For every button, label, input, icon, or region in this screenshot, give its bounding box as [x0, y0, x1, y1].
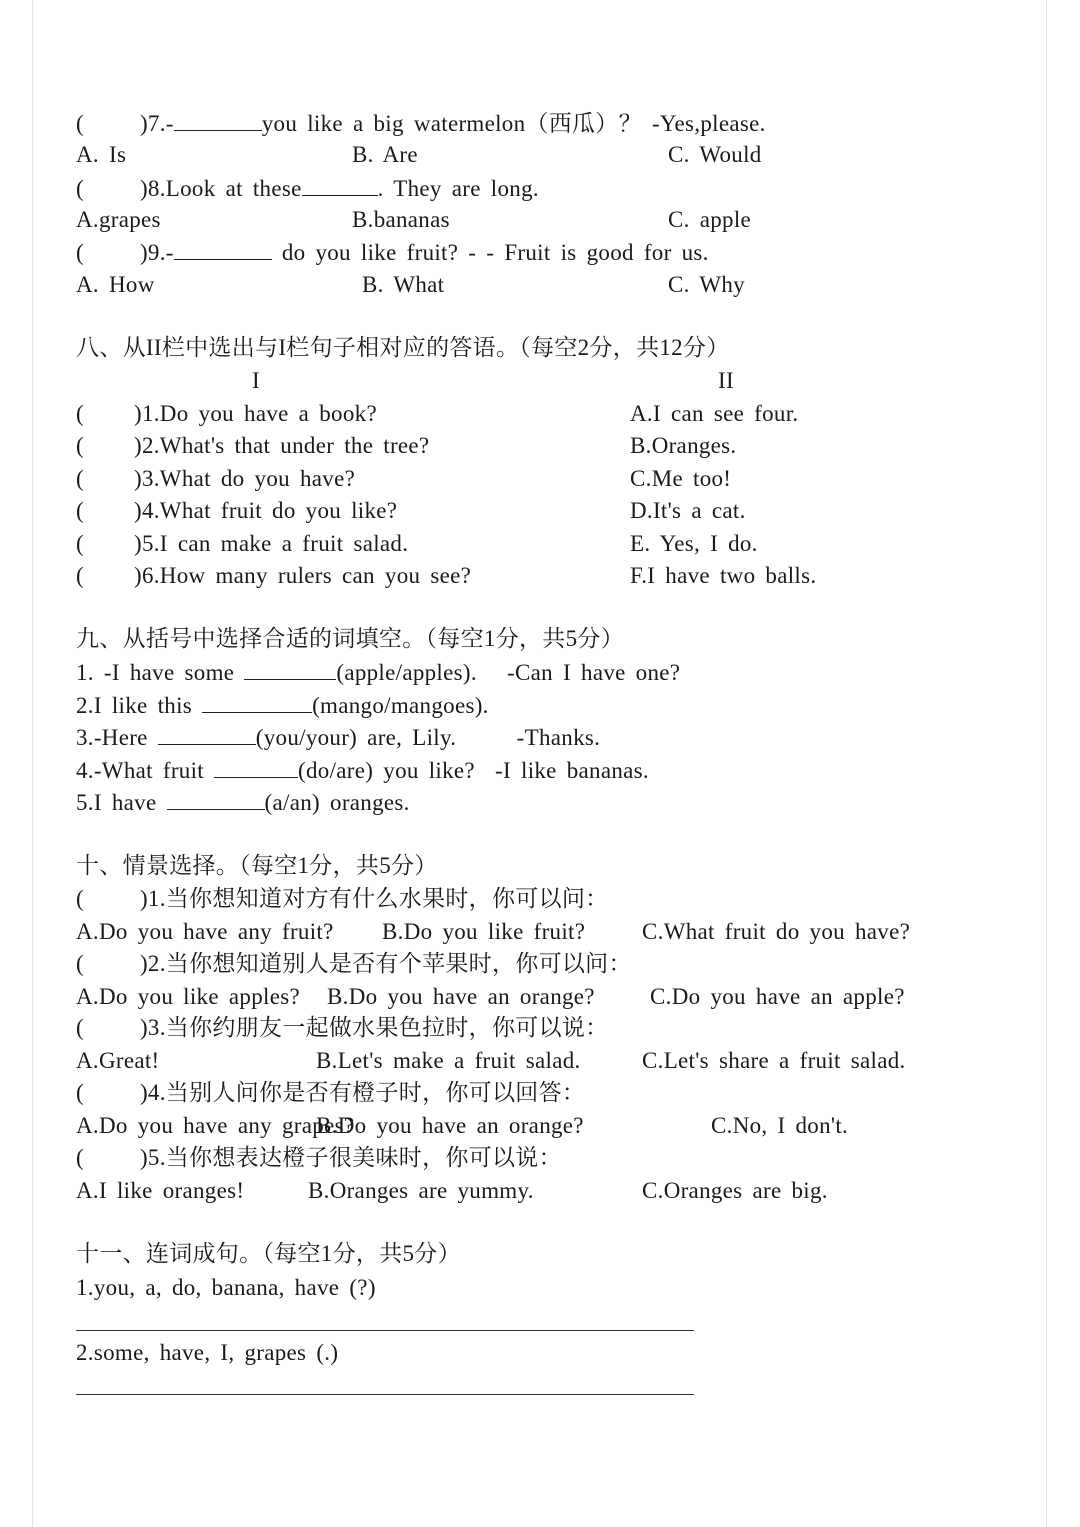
match-row — [76, 399, 856, 429]
answer-line-1[interactable] — [76, 1330, 694, 1331]
match-row — [76, 496, 856, 526]
answer-paren[interactable]: ( — [76, 1080, 84, 1105]
answer-paren[interactable]: ( — [76, 563, 84, 588]
option-c[interactable]: C. Why — [668, 272, 745, 297]
situation-question — [76, 1143, 562, 1173]
option-c[interactable]: C. apple — [668, 207, 752, 232]
section-11-title: 十一、连词成句。（每空1分，共5分） — [76, 1241, 461, 1266]
option-b[interactable]: B. What — [362, 272, 445, 297]
option-c[interactable]: C.Let's share a fruit salad. — [642, 1048, 906, 1073]
item-text: 3.-Here — [76, 725, 148, 750]
fill-blank[interactable] — [214, 755, 298, 778]
option-c[interactable]: C.What fruit do you have? — [642, 919, 911, 944]
answer-paren[interactable]: ( — [76, 433, 84, 458]
situation-question — [76, 884, 608, 914]
fill-blank[interactable] — [158, 722, 256, 745]
option-b[interactable]: B.bananas — [352, 207, 450, 232]
question-7 — [76, 108, 766, 138]
fill-blank[interactable] — [244, 657, 336, 680]
option-a[interactable]: A. Is — [76, 142, 127, 167]
answer-paren: ( — [76, 240, 84, 265]
fill-blank[interactable] — [167, 787, 265, 810]
item-text: (do/are) you like? — [298, 758, 475, 783]
situation-options — [76, 982, 956, 1012]
situation-options — [76, 917, 956, 947]
fill-item-2 — [76, 690, 489, 720]
match-row — [76, 464, 856, 494]
answer-line-2[interactable] — [76, 1394, 694, 1395]
situation-options — [76, 1046, 956, 1076]
option-c[interactable]: C.No, I don't. — [711, 1113, 849, 1138]
match-answer: B.Oranges. — [630, 433, 737, 458]
question-9-options — [76, 270, 836, 300]
option-a[interactable]: A.Do you like apples? — [76, 984, 300, 1009]
item-reply: -Thanks. — [516, 725, 601, 750]
question-7-options — [76, 140, 836, 170]
question-text: you like a big watermelon（西瓜）？ -Yes,please. — [261, 111, 766, 136]
option-a[interactable]: A. How — [76, 272, 155, 297]
option-c[interactable]: C.Do you have an apple? — [650, 984, 905, 1009]
item-text: 2.I like this — [76, 693, 193, 718]
answer-paren[interactable]: ( — [76, 1015, 84, 1040]
column-ii-header: II — [718, 368, 734, 393]
question-text: )9.- — [139, 240, 174, 265]
page-edge-left — [32, 0, 33, 1527]
question-text: )3.当你约朋友一起做水果色拉时，你可以说： — [139, 1015, 609, 1040]
situation-question — [76, 949, 632, 979]
answer-paren[interactable]: ( — [76, 466, 84, 491]
column-i-header: I — [252, 368, 260, 393]
answer-paren: ( — [76, 176, 84, 201]
match-answer: E. Yes, I do. — [630, 531, 758, 556]
fill-item-1 — [76, 657, 680, 687]
item-text: (apple/apples). — [336, 660, 477, 685]
answer-paren: ( — [76, 111, 84, 136]
match-question: )5.I can make a fruit salad. — [134, 531, 409, 556]
question-text: )1.当你想知道对方有什么水果时，你可以问： — [139, 886, 609, 911]
situation-options — [76, 1111, 956, 1141]
fill-blank[interactable] — [174, 108, 262, 131]
match-question: )3.What do you have? — [134, 466, 356, 491]
option-a[interactable]: A.grapes — [76, 207, 161, 232]
reorder-item-1: 1.you, a, do, banana, have (?) — [76, 1275, 376, 1300]
fill-blank[interactable] — [202, 690, 312, 713]
option-b[interactable]: B. Are — [352, 142, 418, 167]
question-8 — [76, 173, 539, 203]
question-text: )4.当别人问你是否有橙子时，你可以回答： — [139, 1080, 586, 1105]
option-b[interactable]: B.Do you have an orange? — [316, 1113, 584, 1138]
item-text: 4.-What fruit — [76, 758, 204, 783]
page-edge-right — [1046, 0, 1047, 1527]
fill-blank[interactable] — [174, 237, 272, 260]
option-c[interactable]: C. Would — [668, 142, 762, 167]
item-text: (a/an) oranges. — [264, 790, 410, 815]
item-reply: -Can I have one? — [507, 660, 681, 685]
situation-question — [76, 1013, 608, 1043]
match-answer: F.I have two balls. — [630, 563, 817, 588]
section-8-title: 八、从II栏中选出与I栏句子相对应的答语。（每空2分，共12分） — [76, 335, 730, 360]
match-answer: C.Me too! — [630, 466, 732, 491]
match-row — [76, 431, 856, 461]
option-b[interactable]: B.Do you like fruit? — [382, 919, 586, 944]
match-question: )4.What fruit do you like? — [134, 498, 398, 523]
fill-item-4 — [76, 755, 649, 785]
answer-paren[interactable]: ( — [76, 886, 84, 911]
answer-paren[interactable]: ( — [76, 498, 84, 523]
question-text: )5.当你想表达橙子很美味时，你可以说： — [139, 1145, 562, 1170]
match-question: )2.What's that under the tree? — [134, 433, 430, 458]
question-text: do you like fruit? - - Fruit is good for us. — [281, 240, 709, 265]
question-text: )8.Look at these — [139, 176, 302, 201]
item-text: (mango/mangoes). — [312, 693, 489, 718]
match-question: )1.Do you have a book? — [134, 401, 377, 426]
question-8-options — [76, 205, 836, 235]
reorder-item-2: 2.some, have, I, grapes (.) — [76, 1340, 339, 1365]
answer-paren[interactable]: ( — [76, 401, 84, 426]
situation-options — [76, 1176, 956, 1206]
fill-blank[interactable] — [302, 173, 378, 196]
answer-paren[interactable]: ( — [76, 1145, 84, 1170]
question-text: . They are long. — [377, 176, 539, 201]
situation-question — [76, 1078, 585, 1108]
option-b[interactable]: B.Do you have an orange? — [327, 984, 595, 1009]
option-a[interactable]: A.Do you have any grapes? — [76, 1113, 355, 1138]
match-row — [76, 561, 856, 591]
answer-paren[interactable]: ( — [76, 951, 84, 976]
match-answer: D.It's a cat. — [630, 498, 746, 523]
question-text: )7.- — [139, 111, 174, 136]
option-b[interactable]: B.Oranges are yummy. — [308, 1178, 534, 1203]
column-headers — [76, 366, 776, 396]
section-9-title: 九、从括号中选择合适的词填空。（每空1分，共5分） — [76, 626, 624, 651]
answer-paren[interactable]: ( — [76, 531, 84, 556]
item-reply: -I like bananas. — [495, 758, 649, 783]
section-10-title: 十、情景选择。（每空1分，共5分） — [76, 853, 438, 878]
question-text: )2.当你想知道别人是否有个苹果时，你可以问： — [139, 951, 632, 976]
fill-item-3 — [76, 722, 600, 752]
match-question: )6.How many rulers can you see? — [134, 563, 472, 588]
match-answer: A.I can see four. — [630, 401, 799, 426]
option-a[interactable]: A.I like oranges! — [76, 1178, 245, 1203]
option-a[interactable]: A.Do you have any fruit? — [76, 919, 334, 944]
item-text: 1. -I have some — [76, 660, 235, 685]
option-c[interactable]: C.Oranges are big. — [642, 1178, 828, 1203]
item-text: 5.I have — [76, 790, 157, 815]
option-b[interactable]: B.Let's make a fruit salad. — [316, 1048, 581, 1073]
question-9 — [76, 237, 709, 267]
option-a[interactable]: A.Great! — [76, 1048, 160, 1073]
fill-item-5 — [76, 787, 410, 817]
item-text: (you/your) are, Lily. — [255, 725, 457, 750]
match-row — [76, 529, 856, 559]
